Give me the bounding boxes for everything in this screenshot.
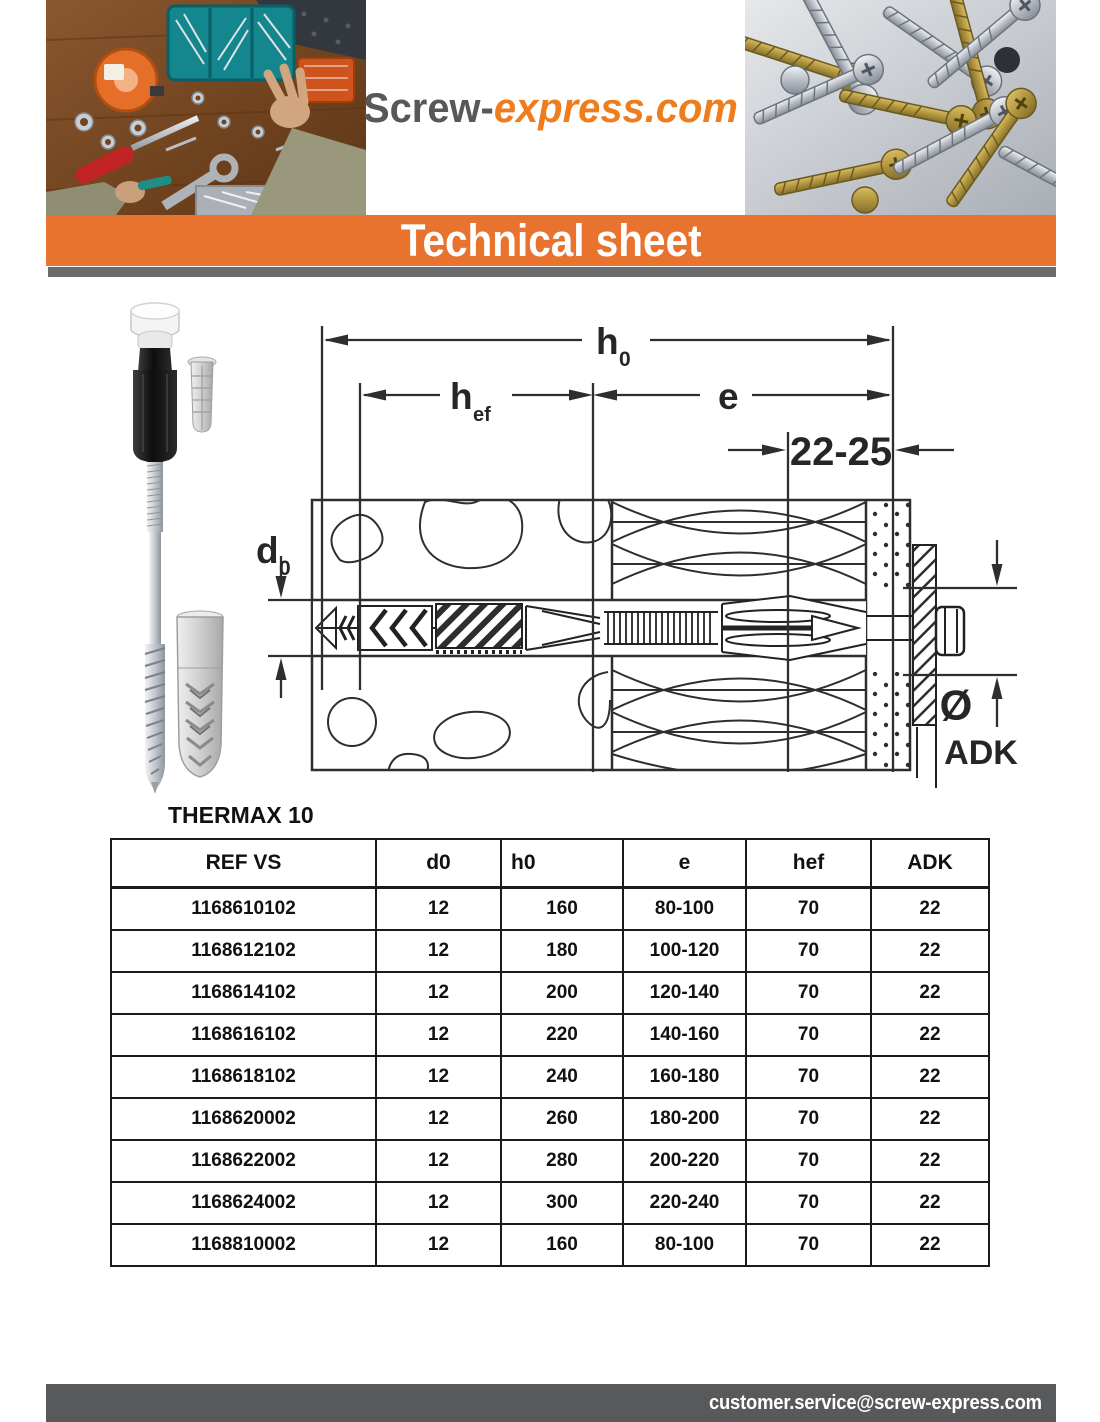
table-cell: 12 [376, 1140, 501, 1182]
table-cell: 22 [871, 930, 989, 972]
footer-email: customer.service@screw-express.com [709, 1391, 1042, 1414]
svg-text:ef: ef [473, 404, 491, 426]
table-cell: 100-120 [623, 930, 746, 972]
column-header: e [623, 839, 746, 888]
table-cell: 12 [376, 930, 501, 972]
label-d0: d [256, 530, 279, 571]
workbench-photo [46, 0, 366, 215]
table-row [111, 1014, 989, 1056]
table-cell: 200-220 [623, 1140, 746, 1182]
label-depth-range: 22-25 [789, 430, 893, 474]
table-cell: 12 [376, 1224, 501, 1266]
table-cell: 22 [871, 1014, 989, 1056]
table-cell: 240 [501, 1056, 623, 1098]
table-cell: 80-100 [623, 888, 746, 931]
logo-wordmark [363, 84, 738, 132]
table-cell: 120-140 [623, 972, 746, 1014]
table-cell: 70 [746, 930, 871, 972]
table-cell: 160-180 [623, 1056, 746, 1098]
spec-table-head [111, 839, 989, 888]
column-header: h0 [501, 839, 623, 888]
table-cell: 220 [501, 1014, 623, 1056]
table-cell: 200 [501, 972, 623, 1014]
table-cell: 80-100 [623, 1224, 746, 1266]
table-cell: 22 [871, 972, 989, 1014]
table-cell: 1168622002 [111, 1140, 376, 1182]
render-board [866, 500, 910, 770]
table-cell: 22 [871, 1140, 989, 1182]
table-cell: 12 [376, 1098, 501, 1140]
table-cell: 1168610102 [111, 888, 376, 931]
table-cell: 70 [746, 1098, 871, 1140]
table-cell: 70 [746, 888, 871, 931]
svg-text:0: 0 [279, 557, 291, 580]
table-row [111, 1098, 989, 1140]
table-row [111, 1182, 989, 1224]
table-cell: 22 [871, 1056, 989, 1098]
column-header: ADK [871, 839, 989, 888]
diagram-svg [46, 290, 1056, 805]
table-cell: 260 [501, 1098, 623, 1140]
table-cell: 220-240 [623, 1182, 746, 1224]
spec-table [110, 838, 990, 1267]
product-render-small-plug [188, 357, 216, 432]
table-cell: 70 [746, 1224, 871, 1266]
table-cell: 12 [376, 1056, 501, 1098]
column-header: hef [746, 839, 871, 888]
screws-photo-art [745, 0, 1056, 215]
table-cell: 280 [501, 1140, 623, 1182]
table-cell: 12 [376, 972, 501, 1014]
workbench-photo-art [46, 0, 366, 215]
label-e: e [718, 376, 739, 417]
table-cell: 22 [871, 888, 989, 931]
table-row [111, 972, 989, 1014]
column-header: d0 [376, 839, 501, 888]
table-cell: 300 [501, 1182, 623, 1224]
table-cell: 160 [501, 1224, 623, 1266]
product-title: THERMAX 10 [168, 802, 314, 828]
hex-nut [936, 607, 964, 655]
adk-washer-disc [913, 545, 936, 725]
logo [363, 0, 745, 215]
table-row [111, 1224, 989, 1266]
table-cell: 1168616102 [111, 1014, 376, 1056]
footer-bar [46, 1384, 1056, 1422]
header-row [111, 839, 989, 888]
table-cell: 1168612102 [111, 930, 376, 972]
table-cell: 12 [376, 1182, 501, 1224]
table-cell: 70 [746, 1182, 871, 1224]
screws-photo [745, 0, 1056, 215]
table-cell: 12 [376, 888, 501, 931]
table-cell: 1168810002 [111, 1224, 376, 1266]
table-cell: 22 [871, 1224, 989, 1266]
table-cell: 70 [746, 972, 871, 1014]
table-cell: 140-160 [623, 1014, 746, 1056]
logo-text-gray: Screw- [363, 83, 495, 131]
banner-shadow-strip [48, 267, 1056, 277]
table-cell: 1168618102 [111, 1056, 376, 1098]
table-row [111, 1140, 989, 1182]
table-cell: 22 [871, 1182, 989, 1224]
product-render-large-plug [177, 611, 223, 777]
table-cell: 70 [746, 1014, 871, 1056]
product-render-screw [131, 303, 179, 794]
table-cell: 12 [376, 1014, 501, 1056]
banner-title: Technical sheet [400, 214, 702, 266]
table-row [111, 1056, 989, 1098]
label-diameter: Ø [939, 682, 973, 729]
table-cell: 160 [501, 888, 623, 931]
logo-text-orange: express.com [494, 83, 739, 131]
table-row [111, 930, 989, 972]
technical-sheet-banner [46, 215, 1056, 266]
table-cell: 22 [871, 1098, 989, 1140]
label-h0: h [596, 321, 619, 362]
table-cell: 1168614102 [111, 972, 376, 1014]
column-header: REF VS [111, 839, 376, 888]
label-hef: h [450, 376, 473, 417]
table-cell: 70 [746, 1056, 871, 1098]
table-cell: 70 [746, 1140, 871, 1182]
table-cell: 1168620002 [111, 1098, 376, 1140]
technical-diagram [46, 290, 1056, 805]
table-cell: 180 [501, 930, 623, 972]
table-cell: 180-200 [623, 1098, 746, 1140]
label-adk: ADK [944, 734, 1018, 772]
table-cell: 1168624002 [111, 1182, 376, 1224]
svg-text:0: 0 [619, 348, 631, 371]
table-row [111, 888, 989, 931]
spec-table-body [111, 888, 989, 1267]
